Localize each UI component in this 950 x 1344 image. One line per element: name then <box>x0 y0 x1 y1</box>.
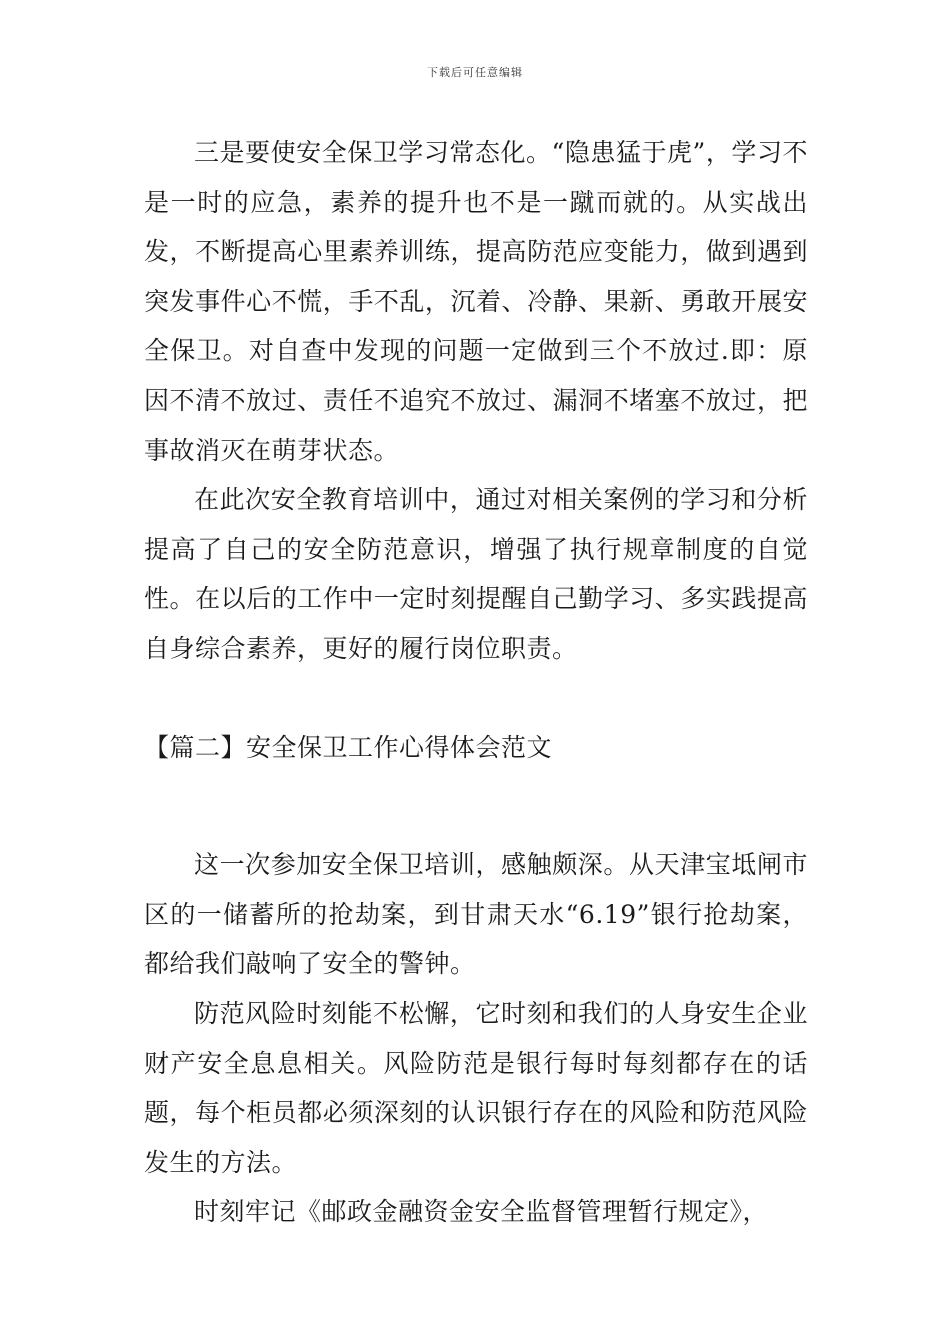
document-body <box>144 128 808 1237</box>
page-header-note: 下载后可任意编辑 <box>427 66 523 79</box>
paragraph-training-impression: 这一次参加安全保卫培训，感触颇深。从天津宝坻闸市区的一储蓄所的抢劫案，到甘肃天水“6.19”银行抢劫案，都给我们敲响了安全的警钟。 <box>144 850 808 979</box>
section-title: 【篇二】安全保卫工作心得体会范文 <box>144 732 553 762</box>
spacer <box>144 772 808 840</box>
paragraph-security-learning: 三是要使安全保卫学习常态化。“隐患猛于虎”，学习不是一时的应急，素养的提升也不是一蹴而就的。从实战出发，不断提高心里素养训练，提高防范应变能力，做到遇到突发事件心不慌，手不乱，沉着、冷静、果新、勇敢开展安全保卫。对自查中发现的问题一定做到三个不放过.即：原因不清不放过、责任不追究不放过、漏洞不堵塞不放过，把事故消灭在萌芽状态。 <box>144 138 808 465</box>
paragraph-training-reflection: 在此次安全教育培训中，通过对相关案例的学习和分析提高了自己的安全防范意识，增强了执行规章制度的自觉性。在以后的工作中一定时刻提醒自己勤学习、多实践提高自身综合素养，更好的履行岗位职责。 <box>144 485 808 663</box>
paragraph-risk-prevention: 防范风险时刻能不松懈，它时刻和我们的人身安生企业财产安全息息相关。风险防范是银行每时每刻都存在的话题，每个柜员都必须深刻的认识银行存在的风险和防范风险发生的方法。 <box>144 998 808 1177</box>
spacer <box>144 674 808 723</box>
paragraph-regulation: 时刻牢记《邮政金融资金安全监督管理暂行规定》， <box>194 1197 769 1227</box>
